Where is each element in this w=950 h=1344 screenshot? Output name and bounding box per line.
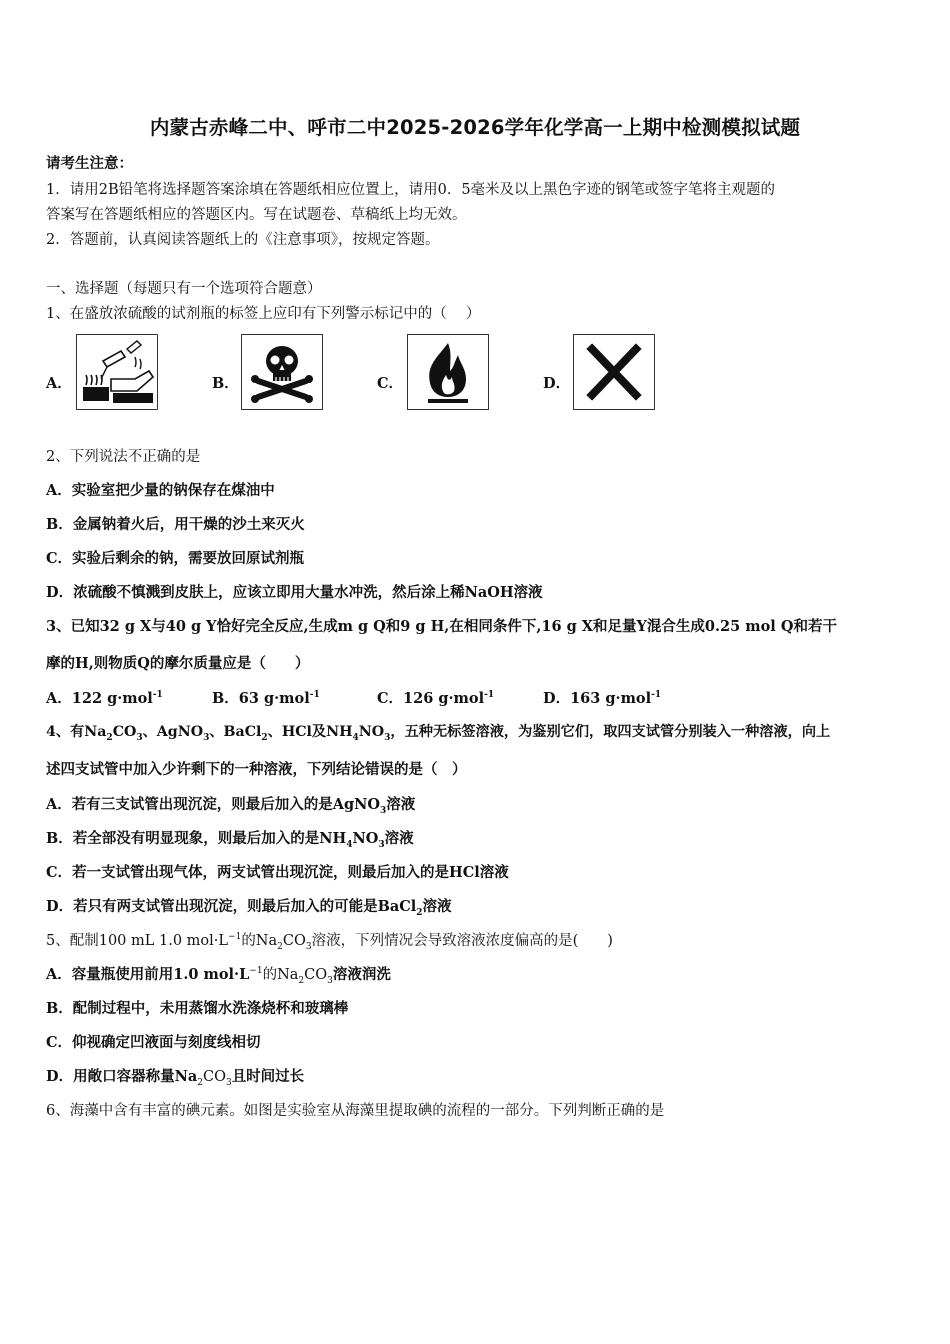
option-value: 163 g·mol [570, 690, 652, 707]
notice-item: 1．请用2B铅笔将选择题答案涂填在答题纸相应位置上，请用0．5毫米及以上黑色字迹的钢笔或签字笔将主观题的 [46, 182, 776, 198]
superscript: -1 [152, 690, 163, 701]
formula-text: 、AgNO [142, 724, 204, 740]
formula-text: Na [84, 724, 107, 740]
subscript: 2 [298, 975, 305, 986]
stem-text: 溶液，下列情况会导致溶液浓度偏高的是( ) [311, 933, 613, 949]
formula-text: 、BaCl [209, 724, 262, 740]
page-title: 内蒙古赤峰二中、呼市二中2025-2026学年化学高一上期中检测模拟试题 [149, 116, 801, 139]
harmful-x-icon [573, 334, 655, 410]
option-letter: C． [377, 375, 404, 392]
subscript: 3 [380, 805, 387, 816]
superscript: −1 [228, 932, 242, 943]
formula-text: ， [390, 724, 405, 740]
option-text: 溶液润洗 [332, 966, 391, 983]
subscript: 2 [261, 732, 268, 743]
subscript: 2 [197, 1077, 203, 1088]
option-b[interactable]: B．金属钠着火后，用干燥的沙土来灭火 [46, 516, 305, 533]
option-a[interactable] [46, 687, 163, 708]
option-letter: B． [212, 690, 239, 707]
option-d[interactable]: D．浓硫酸不慎溅到皮肤上，应该立即用大量水冲洗，然后涂上稀NaOH溶液 [46, 584, 543, 601]
option-d[interactable] [543, 687, 661, 708]
option-text: D．用敞口容器称量Na [46, 1068, 198, 1085]
formula-text: NO [358, 724, 385, 740]
option-text: 且时间过长 [231, 1068, 305, 1085]
superscript: −1 [249, 966, 263, 977]
subscript: 3 [384, 732, 391, 743]
option-a[interactable]: A．实验室把少量的钠保存在煤油中 [46, 482, 275, 499]
subscript: 3 [136, 732, 143, 743]
stem-text: 五种无标签溶液，为鉴别它们，取四支试管分别装入一种溶液，向上 [404, 724, 831, 740]
option-value: 126 g·mol [403, 690, 485, 707]
option-d[interactable] [46, 1065, 304, 1088]
option-value: 63 g·mol [238, 690, 310, 707]
option-text: CO [304, 967, 328, 983]
option-text: A．容量瓶使用前用1.0 mol·L [46, 966, 250, 983]
option-text: 溶液 [422, 898, 452, 915]
option-b[interactable] [212, 687, 320, 708]
option-text: B．若全部没有明显现象，则最后加入的是NH [46, 830, 347, 847]
option-letter: D． [543, 690, 571, 707]
question-6-stem: 6、海藻中含有丰富的碘元素。如图是实验室从海藻里提取碘的流程的一部分。下列判断正确的是 [46, 1103, 665, 1119]
question-1-stem: 1、在盛放浓硫酸的试剂瓶的标签上应印有下列警示标记中的（ ） [46, 306, 481, 322]
option-letter: A． [46, 375, 72, 392]
corrosive-icon [76, 334, 158, 410]
skull-crossbones-icon [241, 334, 323, 410]
option-c[interactable]: C．若一支试管出现气体，两支试管出现沉淀，则最后加入的是HCl溶液 [46, 864, 509, 881]
stem-text: CO [282, 933, 306, 949]
option-b[interactable]: B．配制过程中，未用蒸馏水洗涤烧杯和玻璃棒 [46, 1000, 349, 1017]
stem-text: 4、有 [46, 724, 85, 740]
subscript: 3 [225, 1077, 232, 1088]
question-4-stem-cont: 述四支试管中加入少许剩下的一种溶液，下列结论错误的是（ ） [46, 761, 467, 778]
option-text: 溶液 [386, 796, 416, 813]
notice-item: 2．答题前，认真阅读答题纸上的《注意事项》，按规定答题。 [46, 232, 440, 248]
option-letter: B． [212, 375, 239, 392]
subscript: 4 [346, 839, 353, 850]
superscript: -1 [651, 690, 662, 701]
option-text: D．若只有两支试管出现沉淀，则最后加入的可能是BaCl [46, 898, 417, 915]
option-letter: D． [543, 375, 571, 392]
option-letter: A． [46, 690, 72, 707]
formula-text: 、HCl及NH [267, 724, 353, 740]
option-a[interactable] [46, 793, 415, 816]
subscript: 3 [378, 839, 385, 850]
question-2-stem: 2、下列说法不正确的是 [46, 449, 201, 465]
option-d[interactable] [46, 895, 452, 918]
option-c[interactable]: C．实验后剩余的钠，需要放回原试剂瓶 [46, 550, 305, 567]
superscript: -1 [309, 690, 320, 701]
flame-icon [407, 334, 489, 410]
question-4-stem [46, 721, 830, 743]
subscript: 3 [327, 975, 333, 986]
stem-text: 5、配制100 mL 1.0 mol·L [46, 933, 229, 949]
notice-item: 答案写在答题纸相应的答题区内。写在试题卷、草稿纸上均无效。 [46, 207, 467, 223]
option-b[interactable] [46, 827, 414, 850]
question-5-stem [46, 929, 613, 952]
subscript: 3 [203, 732, 210, 743]
subscript: 3 [305, 941, 312, 952]
question-1-options [46, 334, 686, 414]
option-text: 的Na [262, 967, 299, 983]
stem-text: 的Na [241, 933, 278, 949]
subscript: 2 [416, 907, 423, 918]
option-value: 122 g·mol [71, 690, 153, 707]
option-letter: C． [377, 690, 404, 707]
question-3-stem-cont: 摩的H,则物质Q的摩尔质量应是（ ） [46, 655, 310, 672]
option-text: NO [352, 830, 379, 847]
option-c[interactable]: C．仰视确定凹液面与刻度线相切 [46, 1034, 261, 1051]
notice-heading: 请考生注意： [46, 155, 133, 172]
option-text: 溶液 [384, 830, 414, 847]
option-text: A．若有三支试管出现沉淀，则最后加入的是AgNO [46, 796, 381, 813]
formula-text: CO [112, 724, 137, 740]
section-heading: 一、选择题（每题只有一个选项符合题意） [46, 281, 322, 297]
subscript: 4 [352, 732, 359, 743]
subscript: 2 [277, 941, 283, 952]
subscript: 2 [106, 732, 113, 743]
question-3-stem: 3、已知32 g X与40 g Y恰好完全反应,生成m g Q和9 g H,在相同条件下,16 g X和足量Y混合生成0.25 mol Q和若干 [46, 618, 837, 635]
option-text: CO [202, 1069, 226, 1085]
option-c[interactable] [377, 687, 494, 708]
option-a[interactable] [46, 963, 391, 986]
superscript: -1 [484, 690, 495, 701]
